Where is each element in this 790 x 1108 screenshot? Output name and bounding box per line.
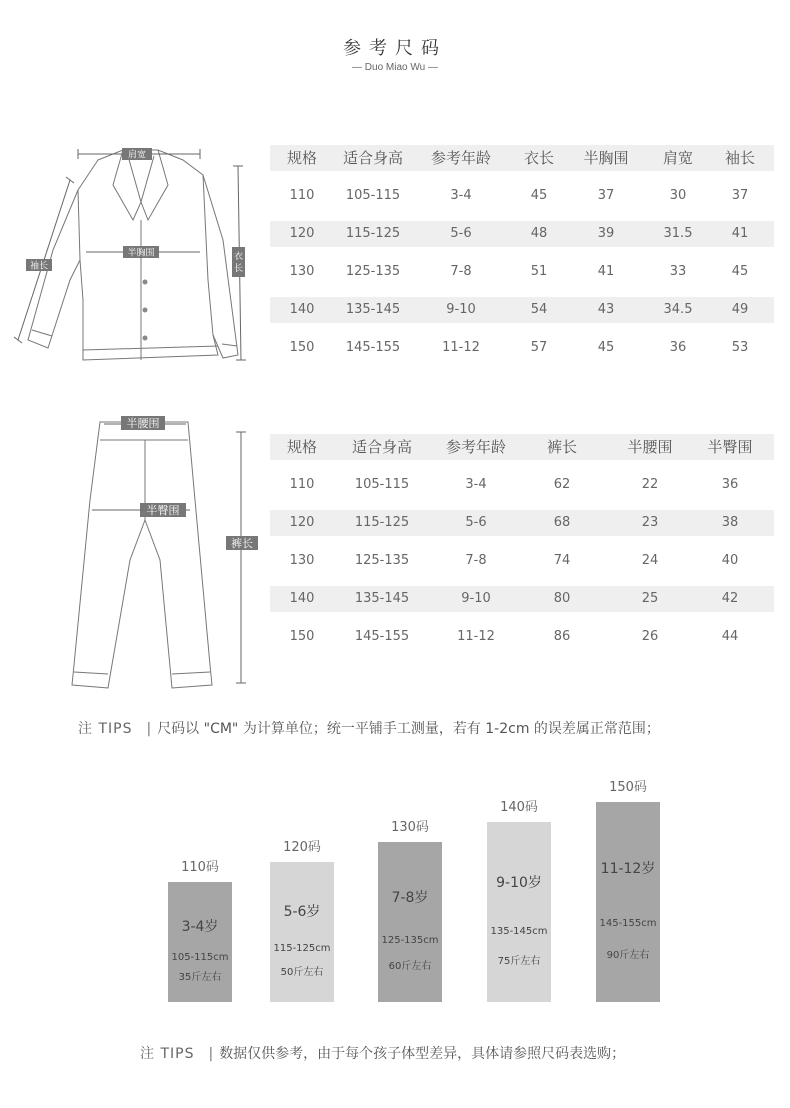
size-bar-label: 110码 [181,860,219,875]
size-bar-weight: 75斤左右 [497,956,541,967]
shirt-diagram [8,140,264,372]
table-cell: 145-155 [345,340,401,355]
table-cell: 57 [530,340,548,355]
table-cell: 105-115 [345,188,401,203]
table-cell: 51 [530,264,548,279]
table-cell: 115-125 [354,515,410,530]
size-bar-height: 115-125cm [273,943,331,954]
table-cell: 37 [597,188,615,203]
table-header-cell: 半臀围 [707,438,753,456]
table-cell: 11-12 [442,340,480,355]
size-bar [487,822,551,1002]
table-cell: 3-4 [450,188,472,203]
pants-diagram [60,410,260,694]
table-cell: 42 [721,591,739,606]
table-header-cell: 衣长 [523,149,554,167]
size-bar-age: 5-6岁 [283,904,321,920]
size-bar-height: 125-135cm [381,935,439,946]
table-cell: 33 [669,264,687,279]
table-cell: 145-155 [354,629,410,644]
size-bar-label: 150码 [609,780,647,795]
table-cell: 23 [641,515,659,530]
table-cell: 41 [597,264,615,279]
table-cell: 49 [731,302,749,317]
size-bar [168,882,232,1002]
table-cell: 31.5 [663,226,693,241]
table-cell: 120 [289,515,315,530]
table-header-cell: 肩宽 [662,149,693,167]
table-cell: 36 [669,340,687,355]
table-cell: 86 [553,629,571,644]
table-cell: 7-8 [465,553,487,568]
table-cell: 5-6 [450,226,472,241]
table-cell: 110 [289,477,315,492]
table-row [270,183,774,209]
size-bar-age: 7-8岁 [391,890,429,906]
table-cell: 9-10 [461,591,491,606]
tips-text-2: 数据仅供参考，由于每个孩子体型差异，具体请参照尺码表选购； [219,1046,626,1062]
table-cell: 30 [669,188,687,203]
size-bar-height: 105-115cm [171,952,229,963]
size-bar [596,802,660,1002]
hip-label: 半臀围 [146,504,180,517]
table-cell: 115-125 [345,226,401,241]
table-cell: 25 [641,591,659,606]
table-cell: 44 [721,629,739,644]
size-bar [270,862,334,1002]
table-cell: 62 [553,477,571,492]
table-cell: 43 [597,302,615,317]
table-row [270,586,774,612]
size-bar-label: 140码 [500,800,538,815]
table-cell: 68 [553,515,571,530]
table-cell: 140 [289,591,315,606]
table-cell: 11-12 [457,629,495,644]
table-cell: 39 [597,226,615,241]
table-header-cell: 参考年龄 [430,149,491,167]
page-subtitle: — Duo Miao Wu — [352,62,438,73]
table-cell: 38 [721,515,739,530]
table-cell: 150 [289,629,315,644]
table-cell: 53 [731,340,749,355]
sleeve-label: 袖长 [29,261,49,272]
tips-text-1: 尺码以 "CM" 为计算单位；统一平铺手工测量，若有 1-2cm 的误差属正常范围； [157,721,660,737]
table-cell: 45 [597,340,615,355]
table-cell: 3-4 [465,477,487,492]
table-header-cell: 半腰围 [627,438,673,456]
size-bar [378,842,442,1002]
table-cell: 22 [641,477,659,492]
chest-label: 半胸围 [127,248,155,259]
size-bar-height: 135-145cm [490,926,548,937]
table-cell: 150 [289,340,315,355]
size-bar-weight: 90斤左右 [606,950,650,961]
table-cell: 80 [553,591,571,606]
table-header-row [270,434,774,460]
table-header-cell: 半胸围 [583,149,629,167]
size-bar-label: 130码 [391,820,429,835]
table-row [270,472,774,498]
table-row [270,335,774,361]
table-header-row [270,145,774,171]
size-bar-label: 120码 [283,840,321,855]
table-cell: 48 [530,226,548,241]
page-title: 参考尺码 [343,38,447,59]
table-cell: 135-145 [354,591,410,606]
table-cell: 45 [530,188,548,203]
size-bar-age: 3-4岁 [181,919,219,935]
table-cell: 7-8 [450,264,472,279]
pants-length-label: 裤长 [231,537,253,550]
tips-label-1: 注 TIPS [78,721,133,737]
tips-note-1: 注 TIPS | 尺码以 "CM" 为计算单位；统一平铺手工测量，若有 1-2cm 的误差属正常范围； [78,721,660,737]
table-header-cell: 参考年龄 [445,438,506,456]
table-header-cell: 裤长 [546,438,577,456]
shoulder-label: 肩宽 [127,150,147,161]
top-size-table [270,145,774,361]
table-cell: 135-145 [345,302,401,317]
table-header-cell: 袖长 [724,149,755,167]
table-row [270,510,774,536]
tips-label-2: 注 TIPS [140,1046,195,1062]
table-header-cell: 适合身高 [342,149,403,167]
size-bar-age: 11-12岁 [600,861,656,877]
table-cell: 74 [553,553,571,568]
table-cell: 130 [289,553,315,568]
table-cell: 5-6 [465,515,487,530]
table-row [270,221,774,247]
size-bar-age: 9-10岁 [496,875,542,891]
table-cell: 34.5 [663,302,693,317]
length-label-2: 长 [233,264,244,274]
length-label-1: 衣 [233,252,244,262]
size-bar-weight: 60斤左右 [388,961,432,972]
table-header-cell: 适合身高 [351,438,412,456]
waist-label: 半腰围 [126,417,160,430]
table-row [270,548,774,574]
table-header-cell: 规格 [286,149,317,167]
table-cell: 125-135 [354,553,410,568]
size-bar-weight: 35斤左右 [178,972,222,983]
table-cell: 140 [289,302,315,317]
table-cell: 26 [641,629,659,644]
table-cell: 40 [721,553,739,568]
table-cell: 54 [530,302,548,317]
table-row [270,259,774,285]
table-cell: 110 [289,188,315,203]
table-row [270,624,774,650]
bottom-size-table [270,434,774,650]
table-cell: 36 [721,477,739,492]
table-row [270,297,774,323]
table-cell: 130 [289,264,315,279]
tips-note-2: 注 TIPS | 数据仅供参考，由于每个孩子体型差异，具体请参照尺码表选购； [140,1046,626,1062]
table-cell: 45 [731,264,749,279]
table-cell: 37 [731,188,749,203]
size-bar-weight: 50斤左右 [280,967,324,978]
size-bar-height: 145-155cm [599,918,657,929]
table-cell: 120 [289,226,315,241]
table-cell: 105-115 [354,477,410,492]
table-cell: 24 [641,553,659,568]
table-cell: 41 [731,226,749,241]
table-header-cell: 规格 [286,438,317,456]
table-cell: 125-135 [345,264,401,279]
table-cell: 9-10 [446,302,476,317]
